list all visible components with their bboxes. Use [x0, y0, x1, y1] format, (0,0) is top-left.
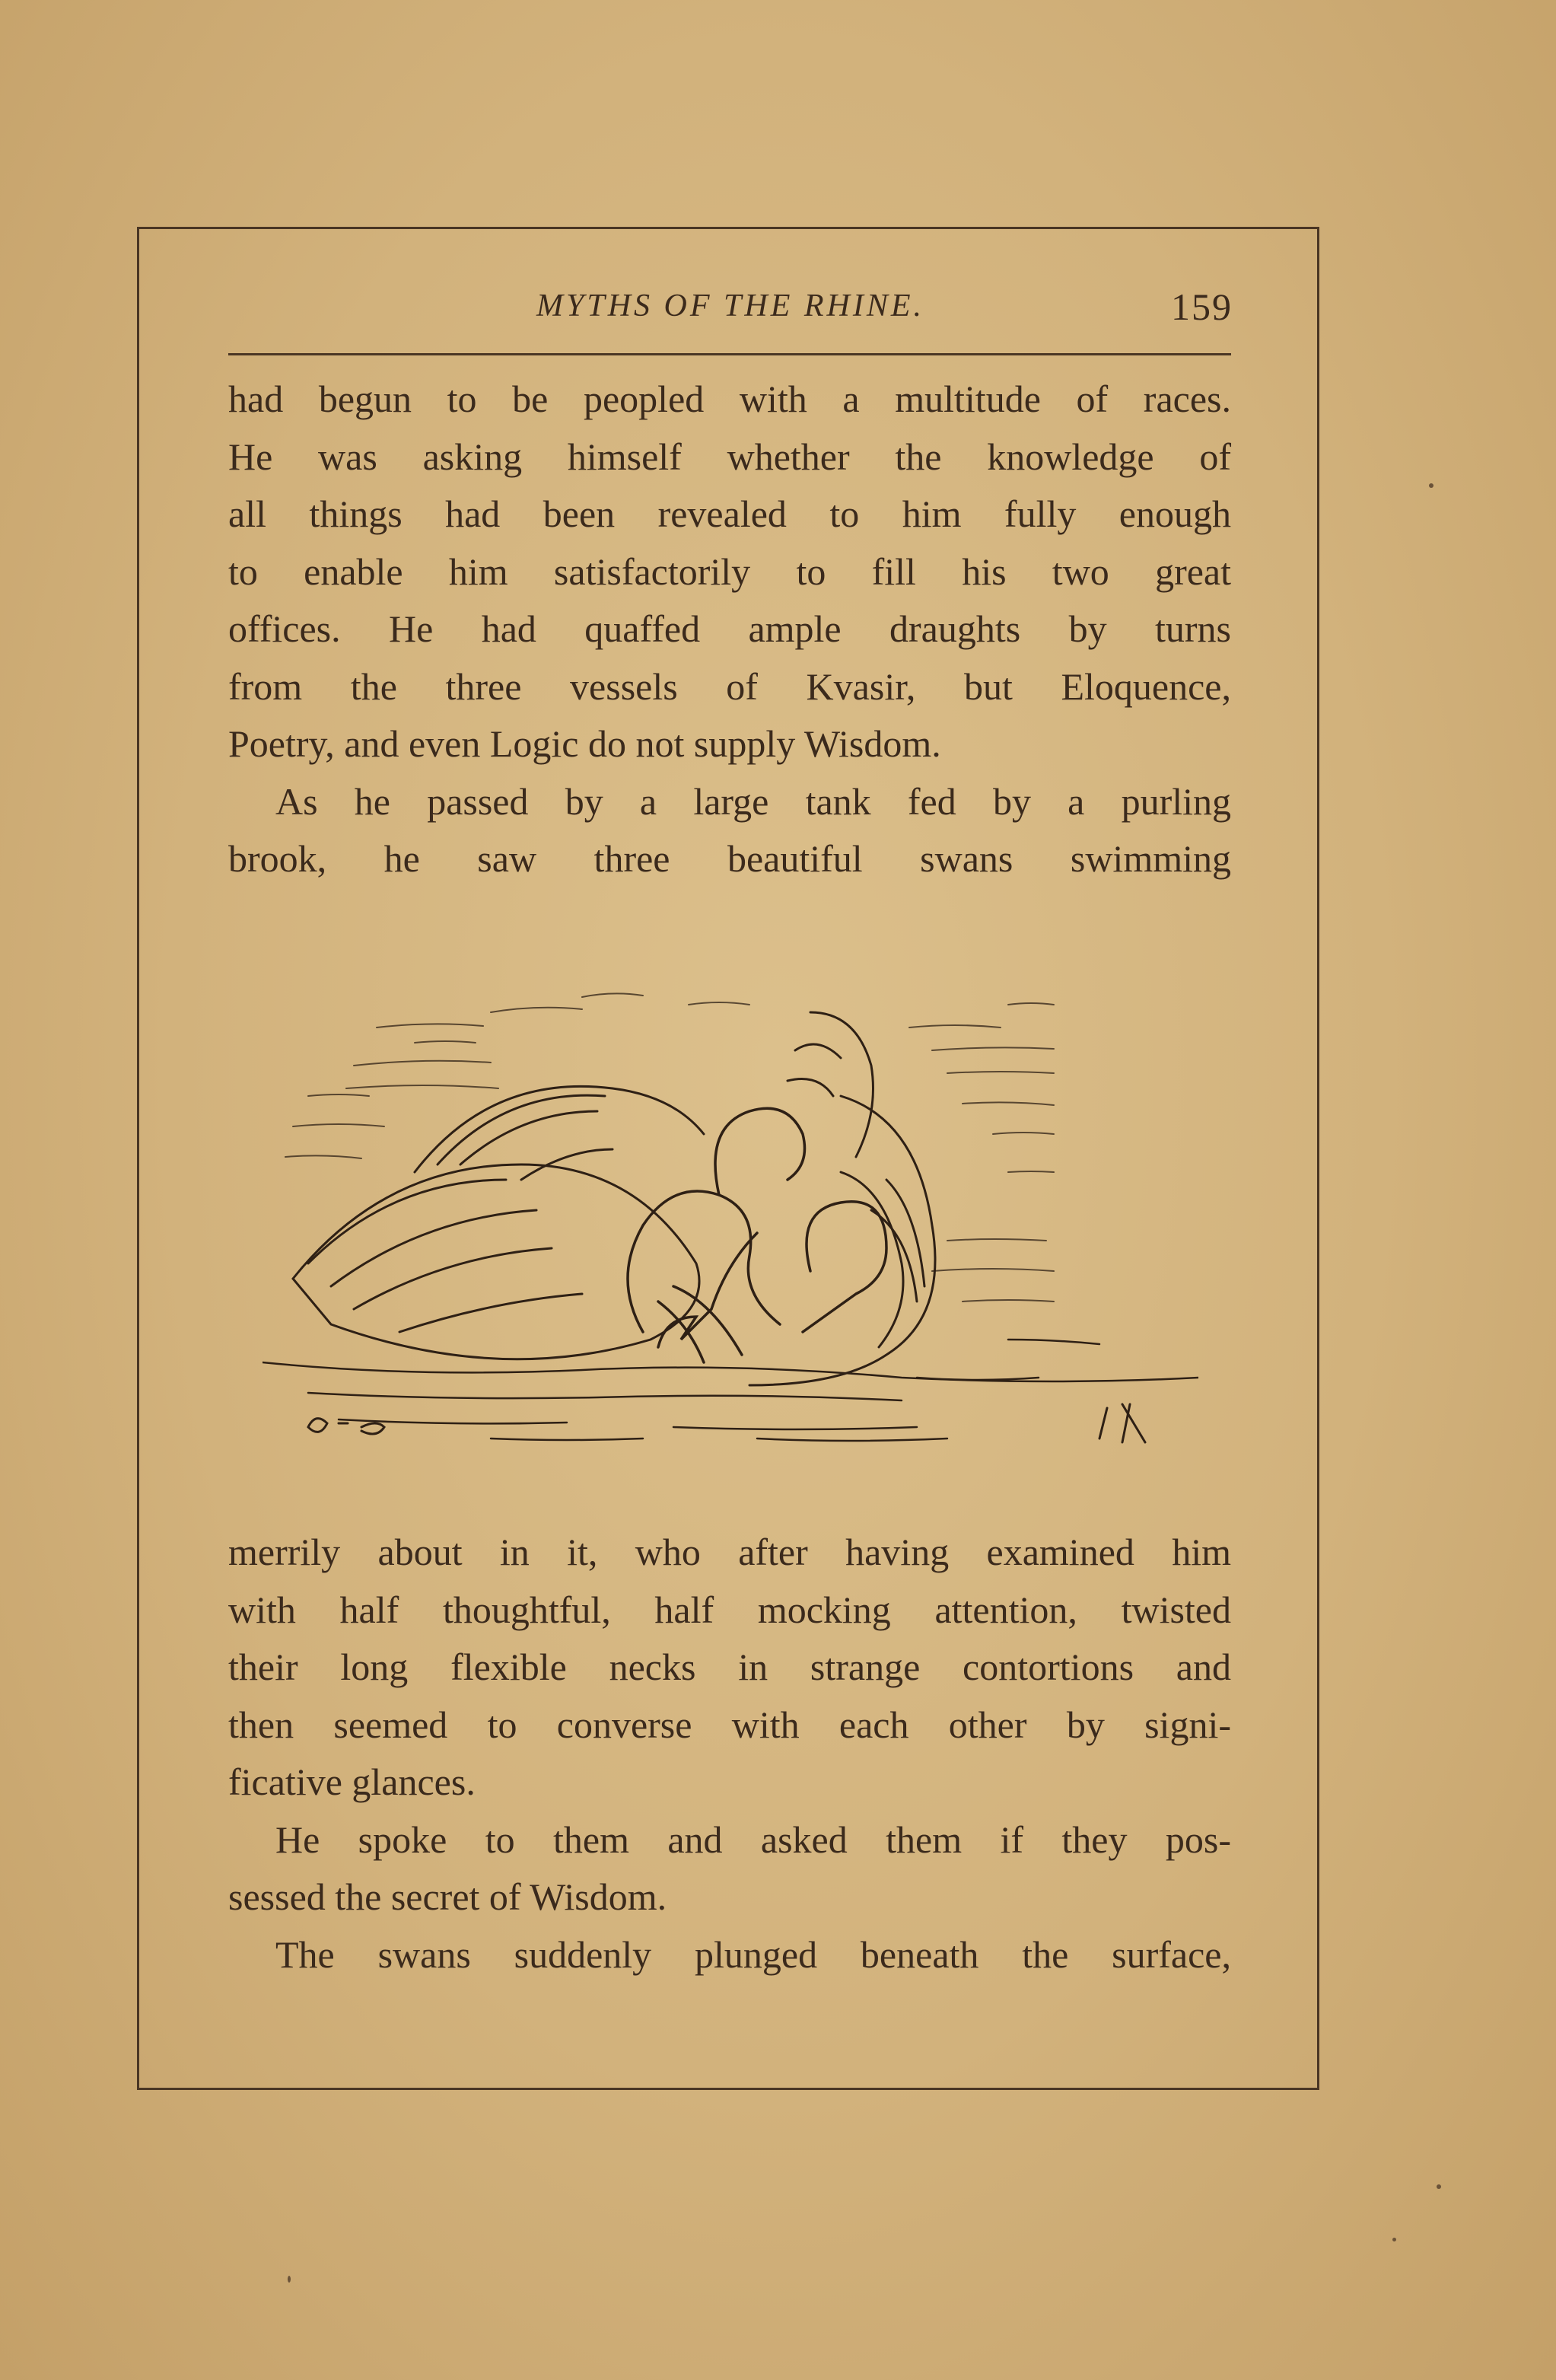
text-line: their long flexible necks in strange contortions and	[228, 1646, 1231, 1688]
paper-speck	[1392, 2238, 1396, 2241]
text-line: had begun to be peopled with a multitude of races.	[228, 378, 1231, 420]
paper-speck	[1429, 483, 1433, 488]
running-head	[228, 285, 1233, 333]
running-title: MYTHS OF THE RHINE.	[536, 288, 924, 323]
text-line: from the three vessels of Kvasir, but Eloquence,	[228, 664, 1231, 708]
header-rule	[228, 353, 1231, 355]
text-line: offices. He had quaffed ample draughts by turns	[228, 607, 1231, 650]
text-line: ficative glances.	[228, 1760, 476, 1803]
left-swan	[293, 1086, 704, 1359]
text-line: merrily about in it, who after having examined him	[228, 1531, 1231, 1573]
text-line: all things had been revealed to him fully enough	[228, 492, 1231, 535]
text-line: As he passed by a large tank fed by a purling	[275, 779, 1231, 823]
paper-speck	[1437, 2184, 1441, 2189]
text-line: then seemed to converse with each other by signi-	[228, 1703, 1231, 1746]
page-number: 159	[1171, 285, 1233, 328]
text-line: brook, he saw three beautiful swans swimming	[228, 837, 1231, 880]
text-block-top	[228, 371, 1231, 888]
paper-speck	[288, 2276, 291, 2283]
text-line: to enable him satisfactorily to fill his two great	[228, 550, 1231, 593]
text-line: sessed the secret of Wisdom.	[228, 1875, 667, 1918]
right-swan	[749, 1012, 935, 1385]
center-swans	[628, 1108, 886, 1362]
text-line: with half thoughtful, half mocking attention, twisted	[228, 1588, 1231, 1631]
text-line: He was asking himself whether the knowledge of	[228, 435, 1231, 478]
water-hatching	[285, 993, 1054, 1302]
text-line: He spoke to them and asked them if they pos-	[275, 1818, 1231, 1861]
water-lines	[263, 1340, 1198, 1441]
swans-illustration	[263, 982, 1198, 1458]
text-block-bottom	[228, 1524, 1231, 1983]
text-line: The swans suddenly plunged beneath the surface,	[275, 1932, 1231, 1976]
text-line: Poetry, and even Logic do not supply Wisdom.	[228, 722, 941, 765]
